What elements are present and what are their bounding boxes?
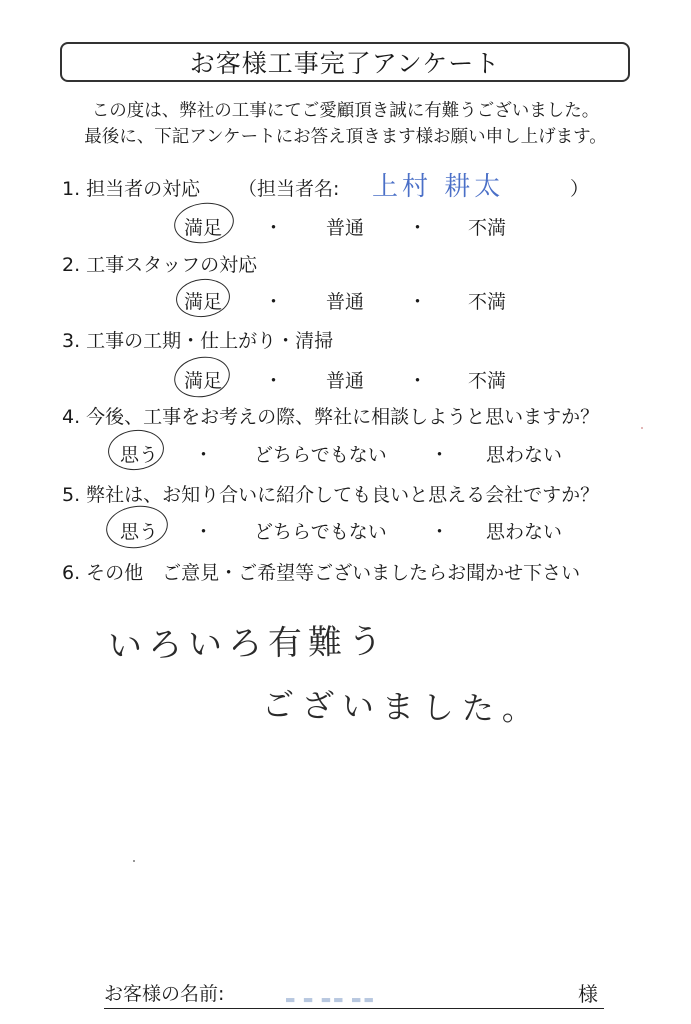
form-title: お客様工事完了アンケート xyxy=(189,49,501,78)
customer-name-label: お客様の名前: xyxy=(104,979,604,1009)
staff-label-close: ） xyxy=(570,178,590,200)
q1-option-normal[interactable]: 普通 xyxy=(326,217,365,239)
separator: ・ xyxy=(430,521,450,543)
q5-option-disagree[interactable]: 思わない xyxy=(486,521,563,543)
separator: ・ xyxy=(264,217,284,239)
separator: ・ xyxy=(408,370,428,392)
question-2-label: 2. 工事スタッフの対応 xyxy=(62,254,258,276)
separator: ・ xyxy=(194,444,214,466)
staff-label-open: （担当者名: xyxy=(238,178,340,200)
customer-name-suffix: 様 xyxy=(578,982,598,1006)
scan-speck xyxy=(641,427,643,429)
separator: ・ xyxy=(194,521,214,543)
question-3-label: 3. 工事の工期・仕上がり・清掃 xyxy=(62,330,334,352)
separator: ・ xyxy=(264,370,284,392)
question-4-label: 4. 今後、工事をお考えの際、弊社に相談しようと思いますか？ xyxy=(62,406,600,428)
q4-option-agree[interactable]: 思う xyxy=(120,444,159,466)
question-6-label: 6. その他 ご意見・ご希望等ございましたらお聞かせ下さい xyxy=(62,562,581,584)
title-box xyxy=(60,42,630,82)
q3-option-unsatisfied[interactable]: 不満 xyxy=(468,370,507,392)
separator: ・ xyxy=(408,291,428,313)
q2-option-normal[interactable]: 普通 xyxy=(326,291,365,313)
question-5-label: 5. 弊社は、お知り合いに紹介しても良いと思える会社ですか？ xyxy=(62,484,600,506)
staff-name: 上村 耕太 xyxy=(372,172,505,202)
separator: ・ xyxy=(264,291,284,313)
q2-option-satisfied[interactable]: 満足 xyxy=(184,291,223,313)
q5-option-neutral[interactable]: どちらでもない xyxy=(254,521,387,543)
q2-selection-circle xyxy=(174,276,232,319)
separator: ・ xyxy=(408,217,428,239)
question-1-label: 1. 担当者の対応 xyxy=(62,178,201,200)
q5-option-agree[interactable]: 思う xyxy=(120,521,159,543)
separator: ・ xyxy=(430,444,450,466)
q3-option-normal[interactable]: 普通 xyxy=(326,370,365,392)
q3-selection-circle xyxy=(171,352,233,401)
intro-line-1: この度は、弊社の工事にてご愛顧頂き誠に有難うございました。 xyxy=(91,101,600,121)
handwritten-comment-line-2: ございました。 xyxy=(261,685,543,729)
customer-name-faint-mark: ▬ ▬ ▬▬ ▬▬ xyxy=(285,993,376,1006)
q4-option-disagree[interactable]: 思わない xyxy=(486,444,563,466)
q5-selection-circle xyxy=(103,502,170,552)
q3-option-satisfied[interactable]: 満足 xyxy=(184,370,223,392)
q2-option-unsatisfied[interactable]: 不満 xyxy=(468,291,507,313)
handwritten-comment-line-1: いろいろ有難う xyxy=(107,621,389,667)
q1-option-unsatisfied[interactable]: 不満 xyxy=(468,217,507,239)
q1-selection-circle xyxy=(172,199,237,247)
q4-option-neutral[interactable]: どちらでもない xyxy=(254,444,387,466)
intro-line-2: 最後に、下記アンケートにお答え頂きます様お願い申し上げます。 xyxy=(84,127,607,147)
scan-speck xyxy=(133,860,135,862)
q1-option-satisfied[interactable]: 満足 xyxy=(184,217,223,239)
